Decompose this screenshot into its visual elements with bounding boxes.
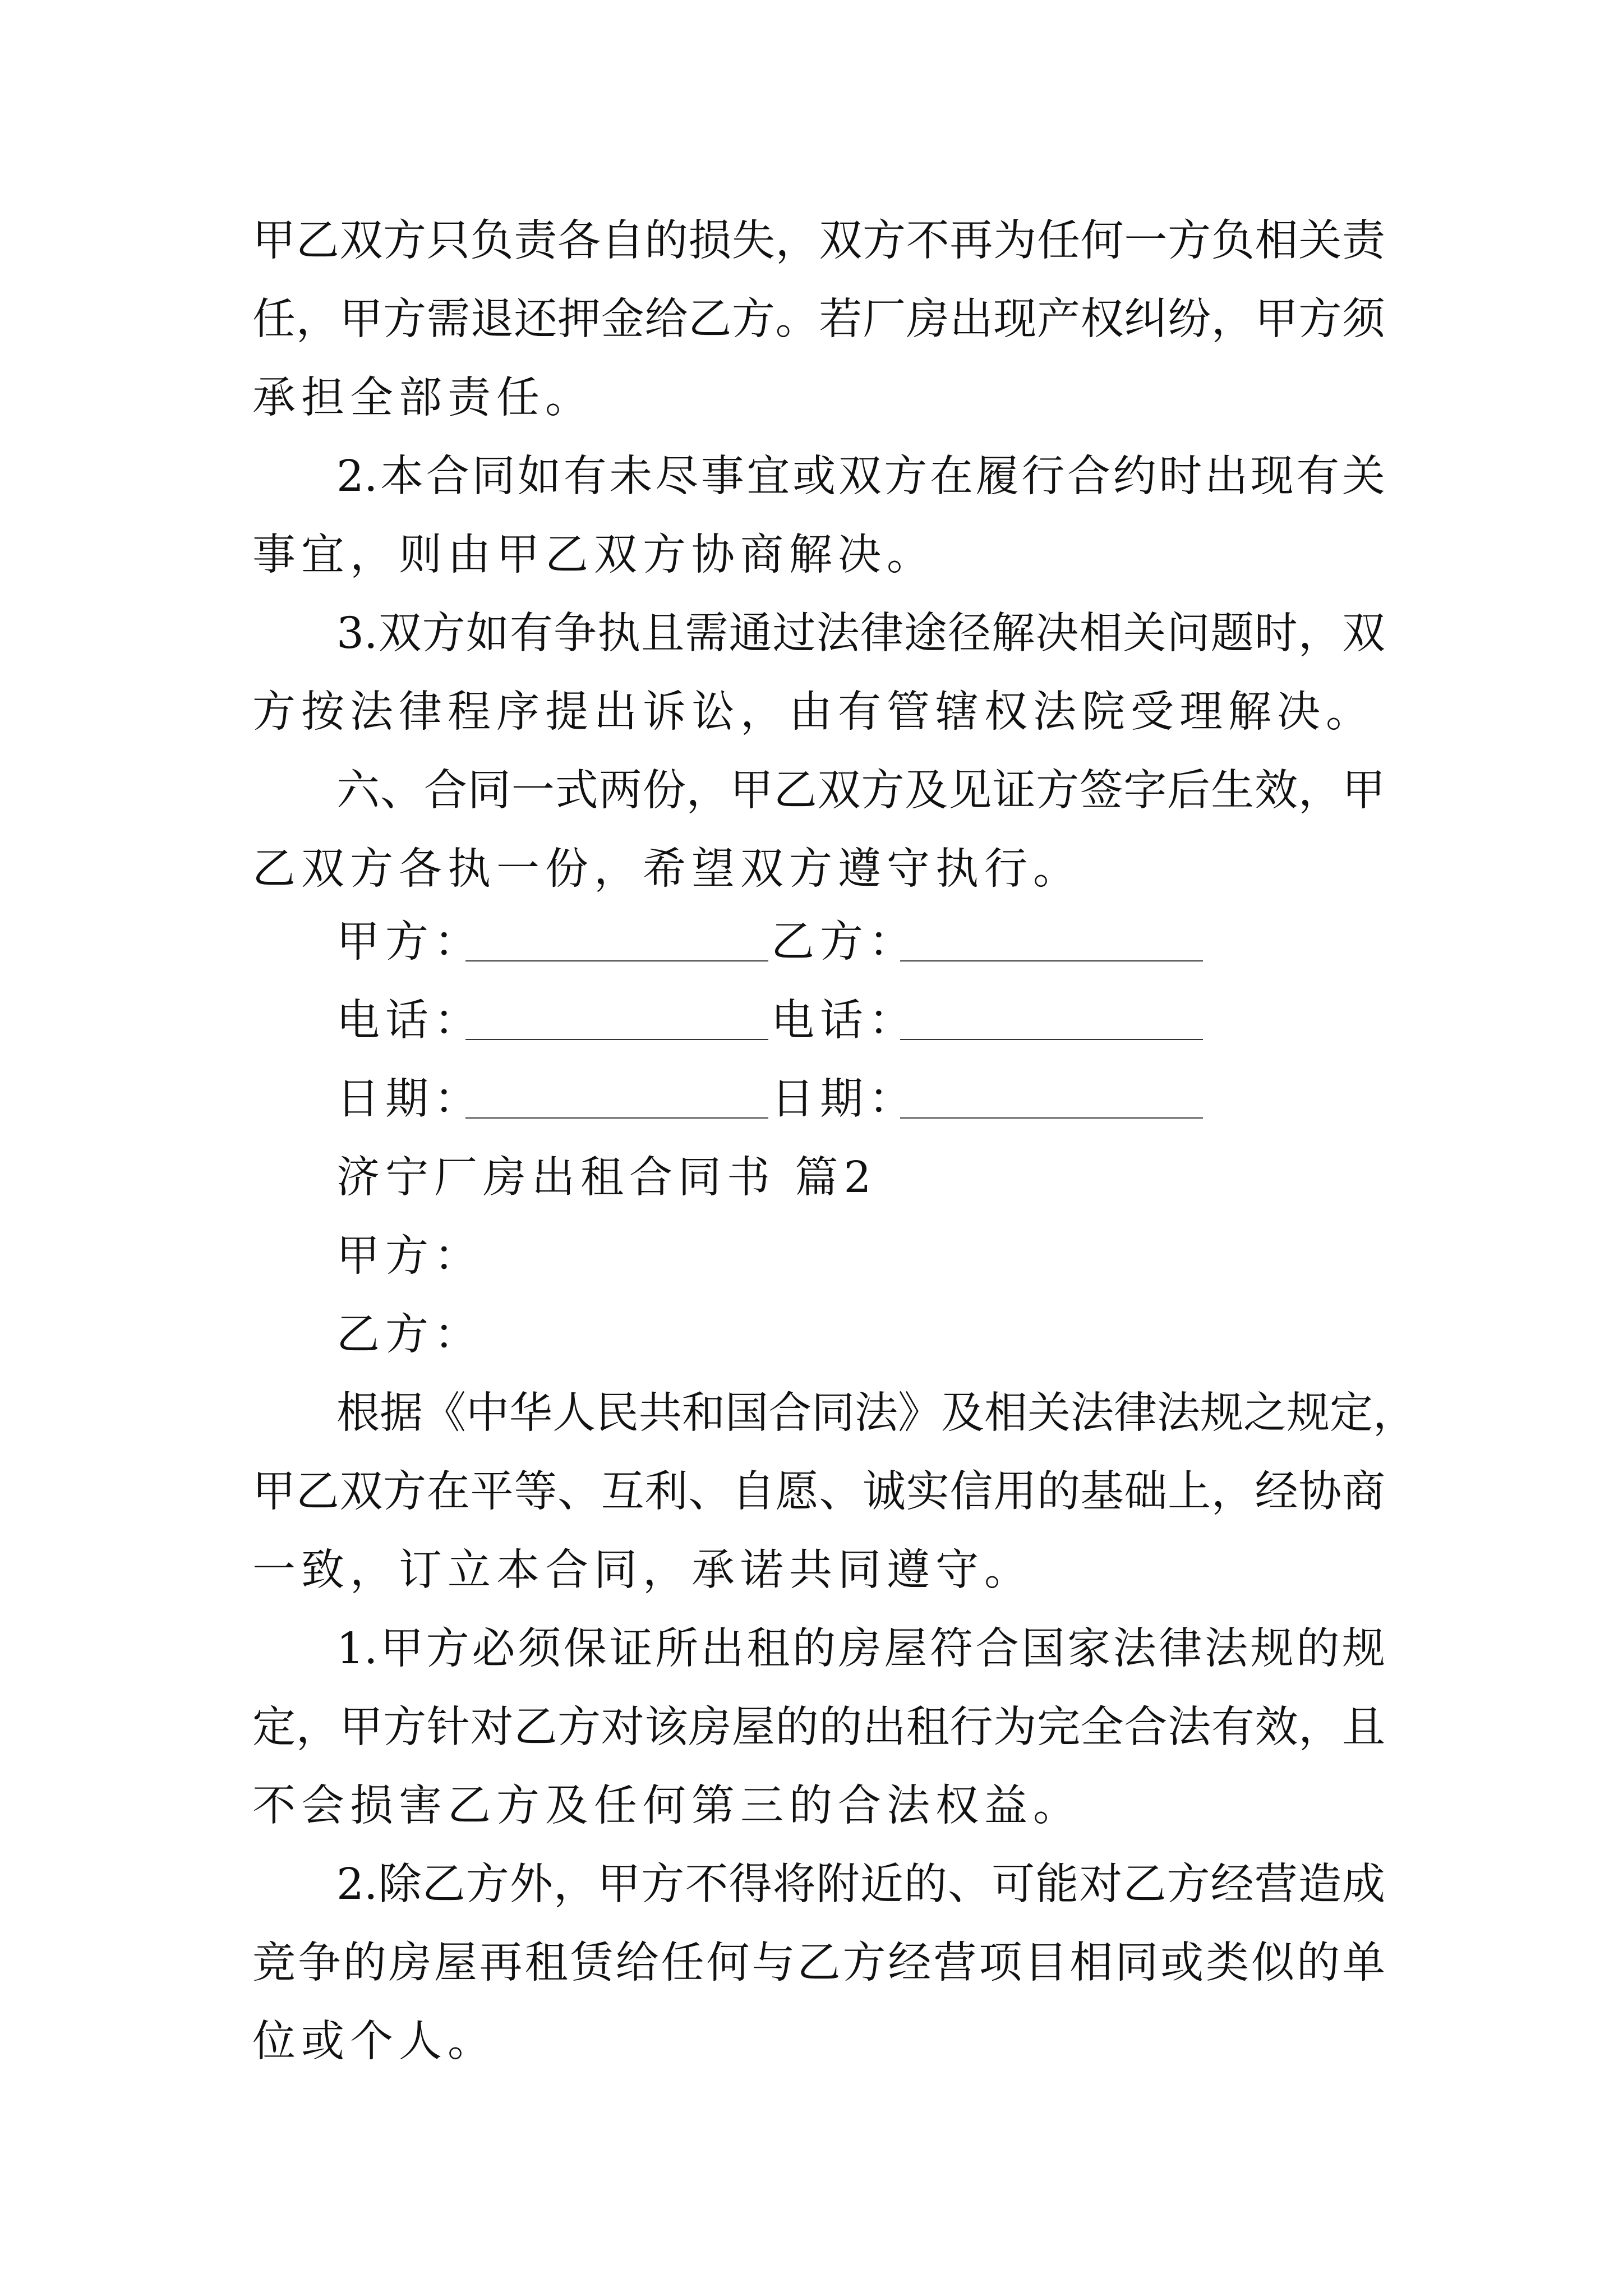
item-2-line: 位或个人。 [252,2017,496,2067]
phone-a-label: 电话： [336,996,483,1046]
paragraph-line: 任，甲方需退还押金给乙方。若厂房出现产权纠纷，甲方须 [252,295,1385,344]
phone-a-blank[interactable] [465,1039,768,1040]
phone-b-blank[interactable] [900,1039,1203,1040]
party-b-blank[interactable] [900,960,1203,961]
item-1-line: 定，甲方针对乙方对该房屋的的出租行为完全合法有效，且 [252,1703,1385,1752]
item-2-line: 竞争的房屋再租赁给任何与乙方经营项目相同或类似的单 [252,1938,1385,1988]
party-a-blank[interactable] [465,960,768,961]
section-2-party-a: 甲方： [336,1231,483,1281]
party-b-label: 乙方： [771,917,917,967]
preamble-line: 根据《中华人民共和国合同法》及相关法律法规之规定， [336,1388,1416,1438]
phone-b-label: 电话： [771,996,917,1046]
clause-3-line: 方按法律程序提出诉讼，由有管辖权法院受理解决。 [252,687,1375,737]
clause-2-line: 2.本合同如有未尽事宜或双方在履行合约时出现有关 [336,452,1385,501]
section-2-title: 济宁厂房出租合同书 篇2 [336,1153,877,1203]
clause-6-line: 六、合同一式两份，甲乙双方及见证方签字后生效，甲 [336,766,1385,816]
clause-2-line: 事宜，则由甲乙双方协商解决。 [252,530,935,580]
preamble-line: 一致，订立本合同，承诺共同遵守。 [252,1545,1033,1595]
item-2-line: 2.除乙方外，甲方不得将附近的、可能对乙方经营造成 [336,1860,1385,1910]
date-b-blank[interactable] [900,1117,1203,1119]
date-b-label: 日期： [771,1074,917,1124]
paragraph-line: 甲乙双方只负责各自的损失，双方不再为任何一方负相关责 [252,216,1385,266]
date-a-blank[interactable] [465,1117,768,1119]
section-2-party-b: 乙方： [336,1310,483,1360]
clause-6-line: 乙双方各执一份，希望双方遵守执行。 [252,844,1082,894]
preamble-line: 甲乙双方在平等、互利、自愿、诚实信用的基础上，经协商 [252,1467,1385,1517]
date-a-label: 日期： [336,1074,483,1124]
party-a-label: 甲方： [336,917,483,967]
clause-3-line: 3.双方如有争执且需通过法律途径解决相关问题时，双 [336,609,1385,659]
paragraph-line: 承担全部责任。 [252,373,594,423]
item-1-line: 不会损害乙方及任何第三的合法权益。 [252,1781,1082,1831]
item-1-line: 1.甲方必须保证所出租的房屋符合国家法律法规的规 [336,1624,1385,1674]
